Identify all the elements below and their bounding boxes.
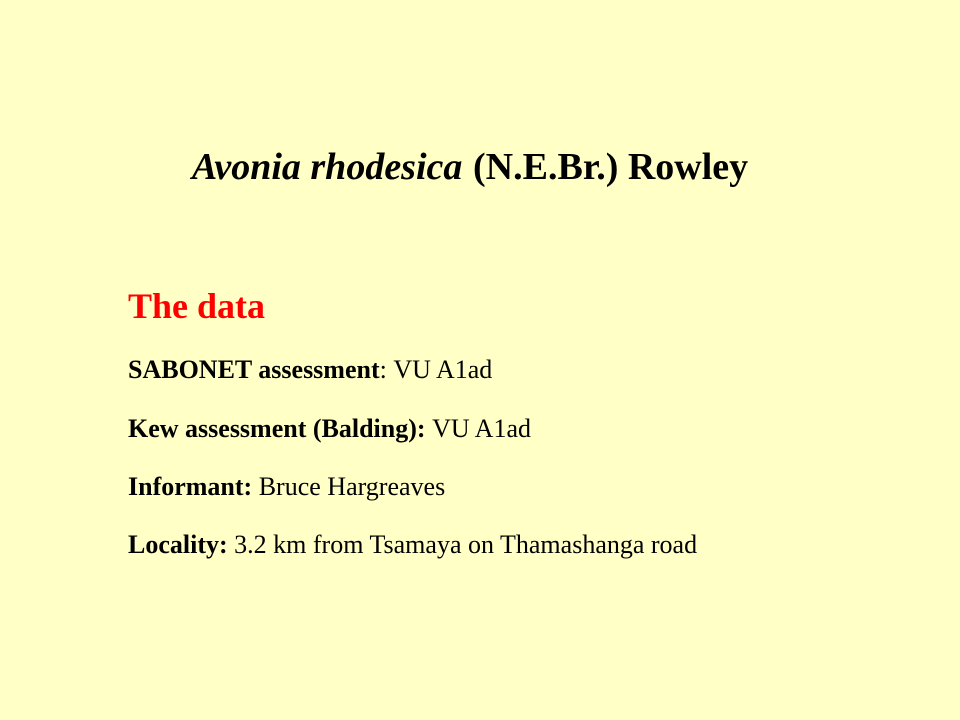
data-row-informant [128,470,445,504]
data-row-sabonet [128,353,492,387]
slide-title [0,142,940,192]
section-heading: The data [128,286,266,326]
title-authority: (N.E.Br.) Rowley [473,146,749,188]
title-species-name: Avonia rhodesica [191,146,463,188]
row-value: VU A1ad [393,355,493,384]
data-row-locality [128,528,697,562]
row-label: Informant: [128,472,253,501]
row-label: SABONET assessment [128,355,380,384]
row-label: Kew assessment (Balding): [128,414,426,443]
row-value: VU A1ad [432,414,531,443]
row-value: 3.2 km from Tsamaya on Thamashanga road [234,530,698,559]
row-separator: : [379,355,387,384]
row-value: Bruce Hargreaves [258,472,446,501]
data-row-kew [128,412,531,446]
row-label: Locality: [128,530,228,559]
